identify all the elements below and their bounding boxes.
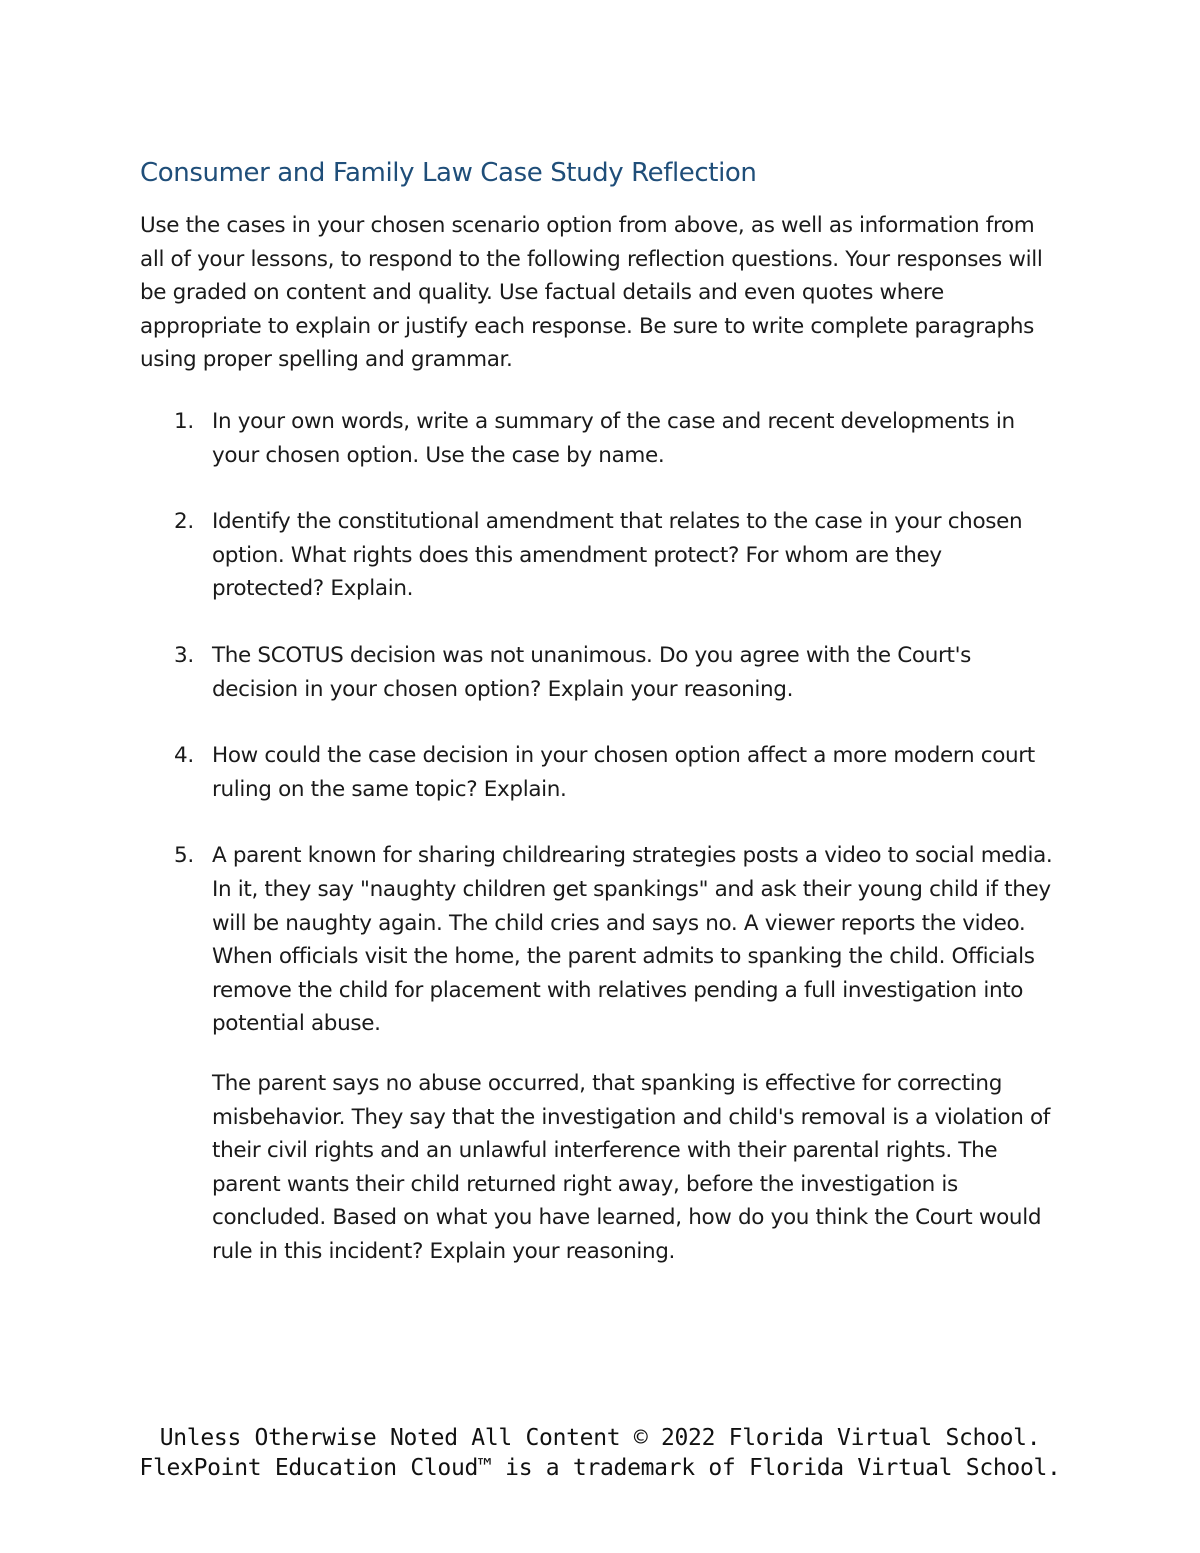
question-number: 2. <box>174 509 194 535</box>
document-heading: Consumer and Family Law Case Study Reflection <box>140 158 757 188</box>
copyright-footer <box>0 1423 1200 1483</box>
question-text-continued: The parent says no abuse occurred, that spanking is effective for correcting misbehavior. They say that the investigation and child's removal is a violation of their civil rights and an unlawful interference with their parental rights. The parent wants their child returned right away, before the investigation is concluded. Based on what you have learned, how do you think the Court would rule in this incident? Explain your reasoning. <box>212 1070 1050 1264</box>
question-item-2 <box>140 505 1060 606</box>
question-number: 1. <box>174 409 194 434</box>
question-item-4 <box>140 739 1060 806</box>
question-number: 3. <box>174 642 194 668</box>
question-list <box>140 405 1060 1268</box>
question-text: How could the case decision in your chosen option affect a more modern court ruling on the same topic? Explain. <box>212 743 1035 802</box>
question-text: In your own words, write a summary of the case and recent developments in your chosen option. Use the case by name. <box>212 409 1015 468</box>
question-item-5 <box>140 839 1060 1268</box>
question-number: 5. <box>174 843 194 869</box>
question-number: 4. <box>174 743 194 769</box>
copyright-line: Unless Otherwise Noted All Content © 2022 Florida Virtual School. <box>159 1425 1041 1451</box>
question-text: A parent known for sharing childrearing strategies posts a video to social media. In it, they say "naughty children get spankings" and ask their young child if they will be naughty again. The child cries and says no. A viewer reports the video. When officials visit the home, the parent admits to spanking the child. Officials remove the child for placement with relatives pending a full investigation into potential abuse. <box>212 843 1053 1037</box>
question-item-3 <box>140 639 1060 706</box>
question-item-1 <box>140 405 1060 472</box>
trademark-line: FlexPoint Education Cloud™ is a trademark of Florida Virtual School. <box>139 1455 1061 1481</box>
question-text: The SCOTUS decision was not unanimous. Do you agree with the Court's decision in your chosen option? Explain your reasoning. <box>212 642 971 702</box>
intro-paragraph: Use the cases in your chosen scenario option from above, as well as information from all of your lessons, to respond to the following reflection questions. Your responses will be graded on content and quality. Use factual details and even quotes where appropriate to explain or justify each response. Be sure to write complete paragraphs using proper spelling and grammar. <box>140 213 1043 373</box>
question-text: Identify the constitutional amendment that relates to the case in your chosen option. What rights does this amendment protect? For whom are they protected? Explain. <box>212 509 1023 602</box>
